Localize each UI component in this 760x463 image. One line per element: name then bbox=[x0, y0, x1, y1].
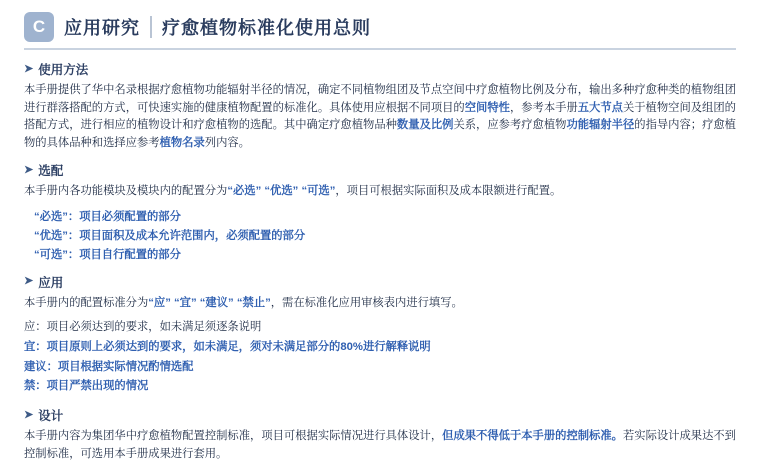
option-desc: 项目自行配置的部分 bbox=[79, 248, 181, 261]
option-term: “优选”： bbox=[34, 229, 80, 242]
section-heading-label: 应用 bbox=[38, 275, 64, 290]
list-item bbox=[24, 318, 736, 338]
paragraph-text-a: 本手册内的配置标准分为 bbox=[24, 296, 149, 309]
paragraph-text-c: 关于植物空间及组团的搭配方式，进行相应的植物设计和疗愈植物的选配。其中确定疗愈植物品种 bbox=[24, 101, 736, 131]
arrow-right-icon: ➤ bbox=[24, 408, 34, 421]
paragraph-text-e: 的指导内容；疗愈植物的具体品种和选择应参考 bbox=[24, 119, 736, 149]
section-heading-label: 设计 bbox=[38, 409, 64, 424]
rule-term: 应： bbox=[24, 321, 47, 334]
chapter-badge: C bbox=[24, 12, 54, 42]
tag-optional: “可选” bbox=[301, 185, 336, 197]
paragraph-text-b: ，需在标准化应用审核表内进行填写。 bbox=[270, 296, 463, 309]
tag-recommend: “建议” bbox=[199, 296, 234, 309]
paragraph-highlight-radius: 功能辐射半径 bbox=[566, 119, 635, 131]
option-term: “必选”： bbox=[34, 210, 80, 223]
paragraph-highlight-quantity-ratio: 数量及比例 bbox=[396, 119, 454, 131]
rule-desc: 项目必须达到的要求，如未满足须逐条说明 bbox=[46, 321, 262, 334]
rule-term: 宜： bbox=[24, 340, 47, 353]
list-item bbox=[24, 377, 736, 397]
paragraph-text-b: ，参考本手册 bbox=[509, 101, 578, 114]
section-heading bbox=[24, 161, 736, 179]
option-desc: 项目面积及成本允许范围内，必须配置的部分 bbox=[79, 229, 306, 242]
tag-shall: “应” bbox=[148, 296, 171, 309]
paragraph-text-a: 本手册内各功能模块及模块内的配置分为 bbox=[24, 185, 228, 197]
list-item bbox=[24, 338, 736, 358]
section-heading-label: 选配 bbox=[38, 164, 64, 178]
paragraph-highlight-space-feature: 空间特性 bbox=[464, 101, 510, 114]
paragraph-highlight-five-nodes: 五大节点 bbox=[577, 101, 623, 114]
section-selection bbox=[24, 161, 736, 264]
tag-preferred: “优选” bbox=[264, 185, 299, 197]
section-heading bbox=[24, 273, 736, 291]
tag-should: “宜” bbox=[174, 296, 197, 309]
paragraph-text-b: 若实际设计成果达不到控制标准，可选用本手册成果进行套用。 bbox=[24, 430, 736, 460]
section-usage-method bbox=[24, 60, 736, 152]
document-header bbox=[24, 0, 736, 48]
section-paragraph bbox=[24, 183, 736, 201]
rule-desc: 项目原则上必须达到的要求，如未满足，须对未满足部分的80%进行解释说明 bbox=[46, 340, 431, 353]
paragraph-text-f: 列内容。 bbox=[204, 136, 250, 149]
section-paragraph bbox=[24, 82, 736, 152]
arrow-right-icon: ➤ bbox=[24, 163, 34, 176]
option-term: “可选”： bbox=[34, 248, 80, 261]
section-application bbox=[24, 273, 736, 398]
rule-desc: 项目严禁出现的情况 bbox=[46, 380, 149, 393]
section-heading bbox=[24, 60, 736, 78]
header-divider bbox=[150, 16, 152, 38]
header-rule bbox=[24, 48, 736, 50]
tag-forbid: “禁止” bbox=[236, 296, 271, 309]
list-item bbox=[34, 227, 736, 245]
rule-term: 禁： bbox=[24, 380, 47, 393]
list-item bbox=[24, 358, 736, 378]
paragraph-text-a: 本手册提供了华中名录根据疗愈植物功能辐射半径的情况，确定不同植物组团及节点空间中疗愈植物比例及分布，输出多种疗愈种类的植物组团进行群落搭配的方式，可快速实施的健康植物配置的标准化。具体使用应根据不同项目的 bbox=[24, 84, 736, 114]
tag-required: “必选” bbox=[227, 185, 262, 197]
list-item bbox=[34, 246, 736, 264]
paragraph-highlight-plant-list: 植物名录 bbox=[159, 136, 205, 149]
rule-desc: 项目根据实际情况酌情选配 bbox=[57, 360, 194, 373]
paragraph-text-d: 关系，应参考疗愈植物 bbox=[453, 119, 567, 131]
section-paragraph bbox=[24, 428, 736, 463]
paragraph-text-a: 本手册内容为集团华中疗愈植物配置控制标准，项目可根据实际情况进行具体设计， bbox=[24, 430, 443, 443]
arrow-right-icon: ➤ bbox=[24, 275, 34, 288]
section-design bbox=[24, 406, 736, 463]
option-desc: 项目必须配置的部分 bbox=[79, 210, 181, 223]
arrow-right-icon: ➤ bbox=[24, 62, 34, 75]
section-heading bbox=[24, 406, 736, 424]
paragraph-highlight-control-standard: 但成果不得低于本手册的控制标准。 bbox=[442, 430, 623, 443]
page-title: 应用研究 bbox=[64, 18, 140, 38]
list-item bbox=[34, 208, 736, 226]
section-paragraph bbox=[24, 295, 736, 313]
page-subtitle: 疗愈植物标准化使用总则 bbox=[162, 18, 371, 38]
section-heading-label: 使用方法 bbox=[38, 63, 89, 77]
rule-term: 建议： bbox=[24, 360, 58, 373]
paragraph-text-b: ，项目可根据实际面积及成本限额进行配置。 bbox=[335, 185, 562, 197]
